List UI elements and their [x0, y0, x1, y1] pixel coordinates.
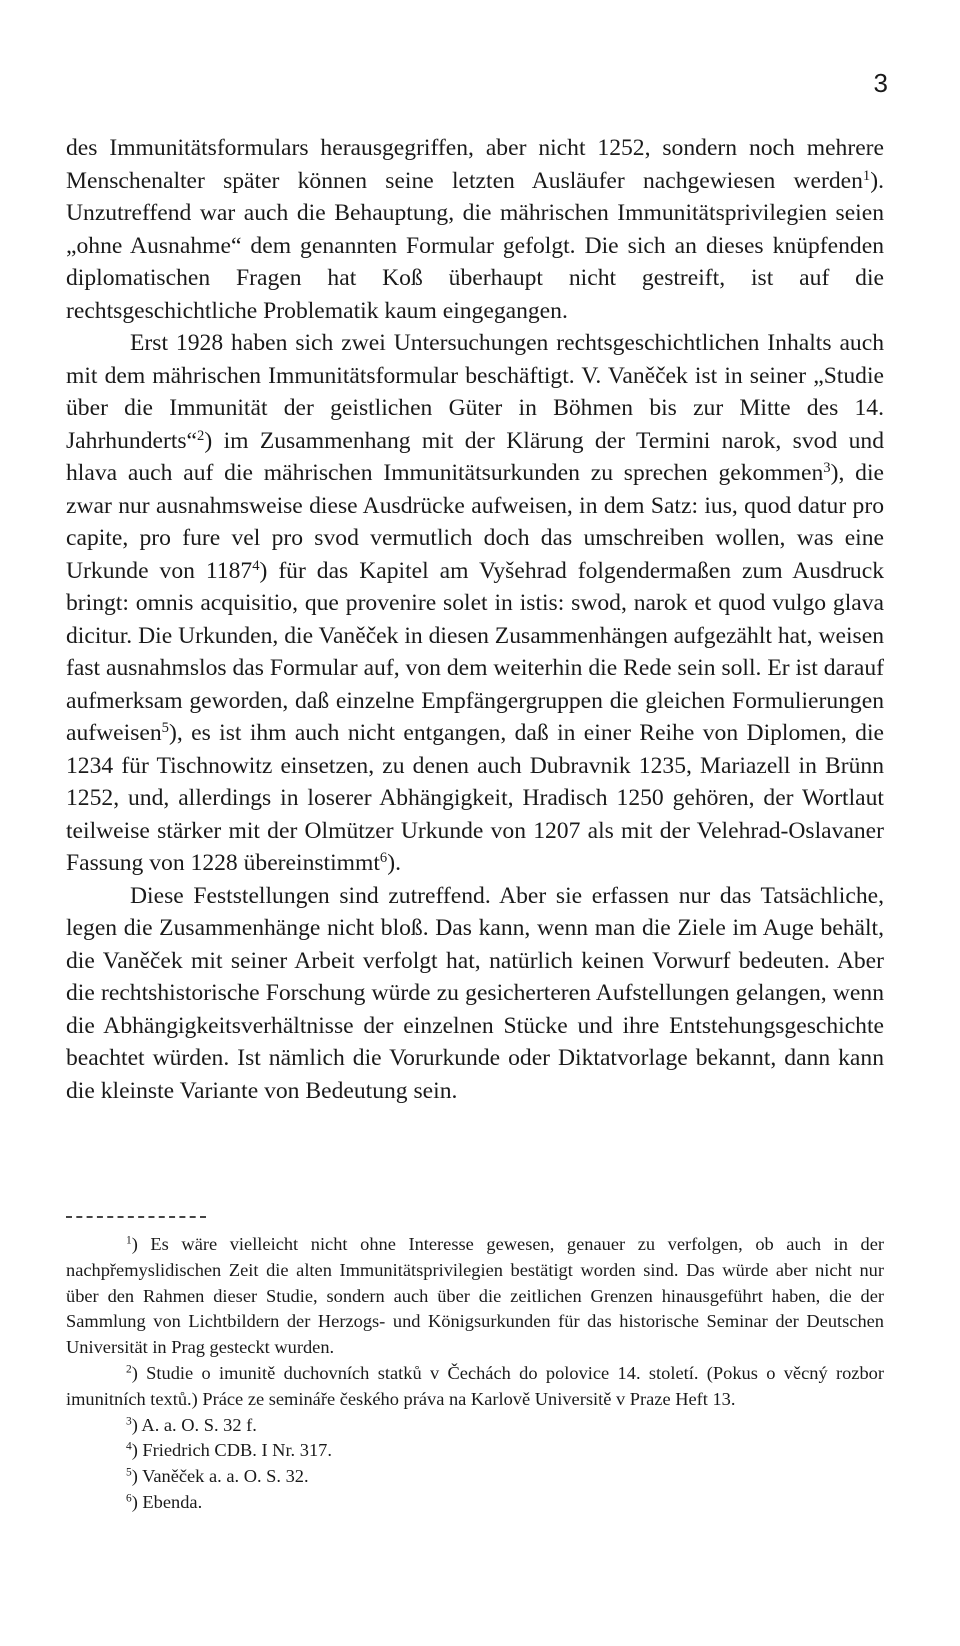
- footnote-4-text: ) Friedrich CDB. I Nr. 317.: [131, 1440, 332, 1461]
- paragraph-2-text-4: ) für das Kapitel am Vyšehrad folgendermaßen zum Ausdruck bringt: omnis acquisitio, que provenire solet in istis: swod, narok et quod vulgo glava dicitur. Die Urkunden, die Vaněček in diesen Zusammenhängen aufgezählt hat, weisen fast ausnahmslos das Formular auf, von dem weiterhin die Rede sein soll. Er ist darauf aufmerksam geworden, daß einzelne Empfängergruppen die gleichen Formulierungen aufweisen: [66, 557, 884, 746]
- footnote-mark-5: 5: [126, 1466, 132, 1479]
- paragraph-2-text-5: ), es ist ihm auch nicht entgangen, daß in einer Reihe von Diplomen, die 1234 für Tischnowitz einsetzen, zu denen auch Dubravnik 1235, Mariazell in Brünn 1252, und, allerdings in loserer Abhängigkeit, Hradisch 1250 gehören, der Wortlaut teilweise stärker mit der Olmützer Urkunde von 1207 als mit der Velehrad-Oslavaner Fassung von 1228 übereinstimmt: [66, 720, 884, 876]
- footnote-ref-6: 6: [379, 849, 388, 866]
- footnote-ref-5: 5: [161, 719, 169, 736]
- paragraph-3: [66, 880, 884, 1108]
- footnote-5: [66, 1464, 884, 1490]
- paragraph-2: [66, 327, 884, 880]
- footnote-1-text: ) Es wäre vielleicht nicht ohne Interesse gewesen, genauer zu verfolgen, ob auch in der nachpřemyslidischen Zeit die alten Immunitätsprivilegien bestätigt worden sind. Das würde aber nicht nur über den Rahmen dieser Studie, sondern auch über die zeitlichen Grenzen hinausgeführt haben, die der Sammlung von Lichtbildern der Herzogs- und Königsurkunden für das historische Seminar der Deutschen Universität in Prag gesteckt wurden.: [66, 1234, 884, 1358]
- footnote-ref-4: 4: [252, 557, 260, 574]
- footnote-6-text: ) Ebenda.: [131, 1491, 203, 1512]
- paragraph-1: [66, 132, 884, 327]
- body-text: [66, 132, 884, 1107]
- footnotes: [66, 1232, 884, 1516]
- footnote-mark-4: 4: [126, 1441, 132, 1454]
- footnote-2: [66, 1361, 884, 1413]
- footnote-ref-1: 1: [862, 167, 871, 184]
- paragraph-3-text-1: Diese Feststellungen sind zutreffend. Aber sie erfassen nur das Tatsächliche, legen die Zusammenhänge nicht bloß. Das kann, wenn man die Ziele im Auge behält, die Vaněček mit seiner Arbeit verfolgt hat, natürlich keinen Vorwurf bedeuten. Aber die rechtshistorische Forschung würde zu gesicherteren Aufstellungen gelangen, wenn die Abhängigkeitsverhältnisse der einzelnen Stücke und ihre Entstehungsgeschichte beachtet würden. Ist nämlich die Vorurkunde oder Diktatvorlage bekannt, dann kann die kleinste Variante von Bedeutung sein.: [66, 882, 884, 1104]
- footnote-2-text: ) Studie o imunitě duchovních statků v Čechách do polovice 14. století. (Pokus o věcný rozbor imunitních textů.) Práce ze semináře českého práva na Karlově Universitě v Praze Heft 13.: [66, 1362, 884, 1409]
- paragraph-1-text-1: des Immunitätsformulars herausgegriffen, aber nicht 1252, sondern noch mehrere Menschenalter später können seine letzten Ausläufer nachgewiesen werden: [66, 135, 884, 194]
- paragraph-2-text-6: ).: [387, 850, 401, 876]
- footnote-mark-6: 6: [126, 1492, 132, 1505]
- footnote-mark-3: 3: [126, 1415, 132, 1428]
- footnote-mark-2: 2: [126, 1363, 132, 1376]
- paragraph-2-text-2: ) im Zusammenhang mit der Klärung der Termini narok, svod und hlava auch auf die mährischen Immunitätsurkunden zu sprechen gekommen: [66, 427, 884, 486]
- footnote-3: [66, 1413, 884, 1439]
- footnote-mark-1: 1: [126, 1234, 132, 1247]
- footnote-divider: [66, 1216, 206, 1218]
- footnote-3-text: ) A. a. O. S. 32 f.: [131, 1414, 257, 1435]
- footnote-6: [66, 1490, 884, 1516]
- paragraph-2-text-3: ), die zwar nur ausnahmsweise diese Ausdrücke aufweisen, in dem Satz: ius, quod datur pro capite, pro fure vel pro svod vermutlich doch das umschreiben wollen, was eine Urkunde von 1187: [66, 460, 884, 584]
- paragraph-1-text-2: ). Unzutreffend war auch die Behauptung, die mährischen Immunitätsprivilegien seien „ohne Ausnahme“ dem genannten Formular gefolgt. Die sich an dieses knüpfenden diplomatischen Fragen hat Koß überhaupt nicht gestreift, ist auf die rechtsgeschichtliche Problematik kaum eingegangen.: [66, 167, 884, 324]
- footnote-5-text: ) Vaněček a. a. O. S. 32.: [131, 1466, 309, 1487]
- footnote-1: [66, 1232, 884, 1361]
- footnote-4: [66, 1438, 884, 1464]
- page-number: 3: [873, 68, 888, 98]
- paragraph-2-text-1: Erst 1928 haben sich zwei Untersuchungen rechtsgeschichtlichen Inhalts auch mit dem mährischen Immunitätsformular beschäftigt. V. Vaněček ist in seiner „Studie über die Immunität der geistlichen Güter in Böhmen bis zur Mitte des 14. Jahrhunderts“: [66, 330, 884, 454]
- footnote-ref-2: 2: [197, 427, 205, 444]
- footnote-ref-3: 3: [823, 459, 831, 476]
